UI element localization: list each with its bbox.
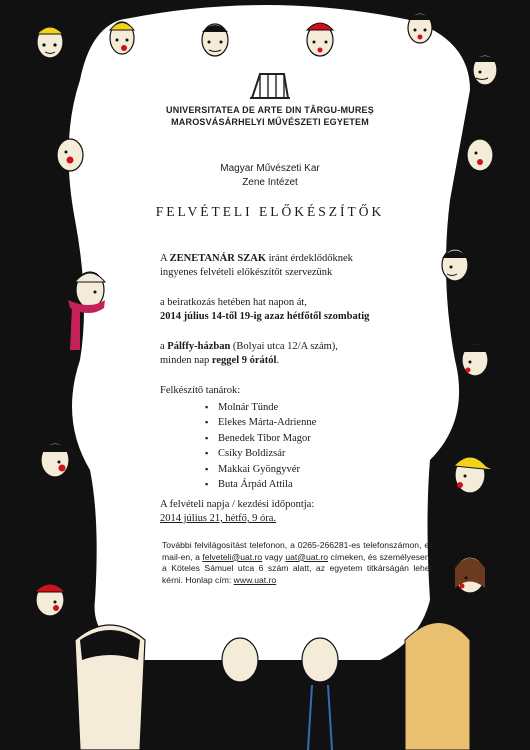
schedule-paragraph (160, 296, 450, 324)
location-time: reggel 9 órától (211, 355, 277, 366)
intro-suffix: iránt érdeklődőknek (266, 253, 353, 264)
teacher-item: ▪ Benedek Tibor Magor (205, 431, 316, 446)
exam-paragraph (160, 498, 450, 526)
location-address: (Bolyai utca 12/A szám), (230, 341, 338, 352)
teacher-item: ▪ Csíky Boldizsár (205, 446, 316, 461)
contact-text-2: vagy (262, 551, 286, 562)
faculty-block (150, 162, 390, 190)
institute-name: Zene Intézet (242, 177, 298, 188)
email-link-uat[interactable]: uat@uat.ro (285, 551, 328, 562)
teachers-heading: Felkészítő tanárok: (160, 385, 241, 396)
schedule-dates: 2014 július 14-től 19-ig azaz hétfőtől szombatig (160, 311, 370, 322)
poster-title: FELVÉTELI ELŐKÉSZÍTŐK (155, 204, 385, 219)
website-link[interactable]: www.uat.ro (233, 574, 277, 585)
intro-line2: ingyenes felvételi előkészítőt szervezünk (160, 267, 333, 278)
intro-prefix: A (160, 253, 170, 264)
exam-line1: A felvételi napja / kezdési időpontja: (160, 499, 315, 510)
location-line2-suffix: . (276, 355, 280, 366)
university-name-hungarian: MAROSVÁSÁRHELYI MŰVÉSZETI EGYETEM (171, 117, 369, 127)
header (150, 70, 390, 128)
program-name: ZENETANÁR SZAK (169, 253, 267, 264)
faculty-name: Magyar Művészeti Kar (220, 163, 320, 174)
teacher-item: ▪ Buta Árpád Attila (205, 477, 316, 492)
location-line2-prefix: minden nap (160, 355, 212, 366)
contact-text-3: címeken, és személyesen, a Köteles Sámuel utca 6 szám alatt, az egyetem titkárságán lehet kérni. Honlap cím: (162, 551, 432, 585)
university-logo (248, 70, 292, 100)
location-place: Pálffy-házban (167, 341, 231, 352)
location-prefix: a (160, 341, 168, 352)
intro-paragraph (160, 252, 450, 280)
university-name-romanian: UNIVERSITATEA DE ARTE DIN TÂRGU-MUREȘ (166, 105, 374, 115)
location-paragraph (160, 340, 450, 368)
contact-text-1: További felvilágosítást telefonon, a 0265-266281-es telefonszámon, e-mail-en, a (162, 540, 432, 562)
email-link-felveteli[interactable]: felveteli@uat.ro (202, 551, 263, 562)
teacher-item: ▪ Molnár Tünde (205, 400, 316, 415)
exam-date: 2014 július 21, hétfő, 9 óra. (160, 513, 277, 524)
teachers-list (205, 400, 316, 492)
teacher-item: ▪ Makkai Gyöngyvér (205, 462, 316, 477)
contact-footer (162, 540, 432, 586)
teacher-item: ▪ Elekes Márta-Adrienne (205, 415, 316, 430)
schedule-line1: a beiratkozás hetében hat napon át, (160, 297, 307, 308)
